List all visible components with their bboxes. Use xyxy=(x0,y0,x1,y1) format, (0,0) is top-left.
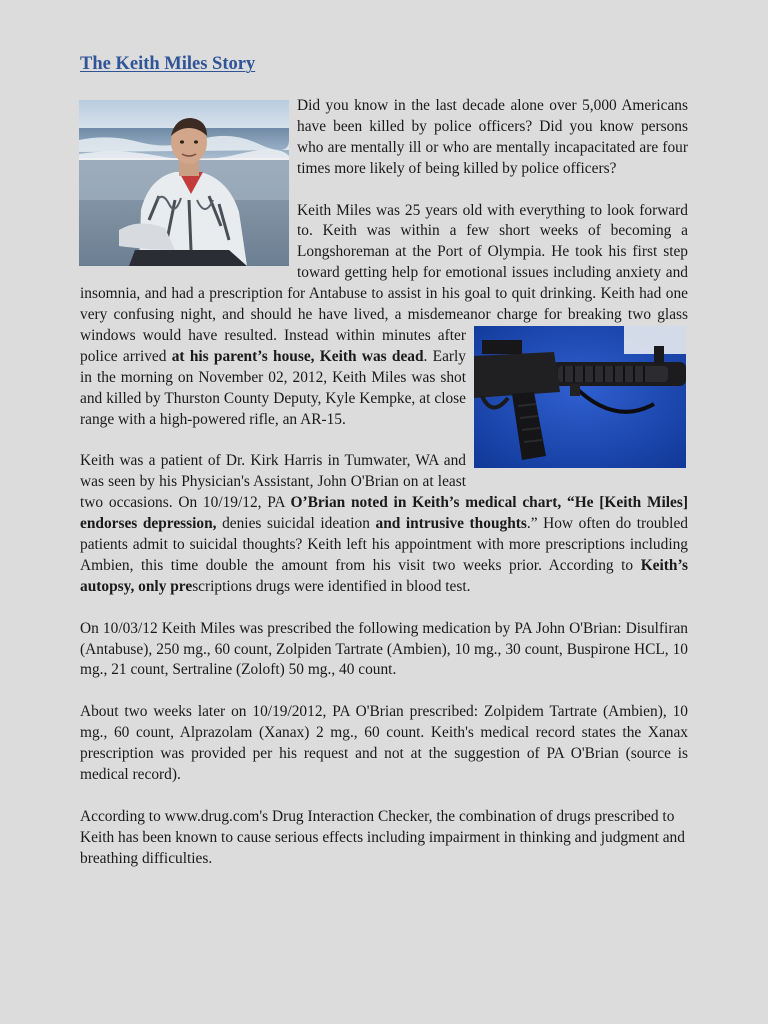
paragraph-5: About two weeks later on 10/19/2012, PA O'Brian prescribed: Zolpidem Tartrate (Ambien), 10 mg., 60 count, Alprazolam (Xanax) 2 mg., 60 count. Keith's medical record states the Xanax prescription was provided per his request and not at the suggestion of PA O'Brian (source is medical record). xyxy=(80,703,688,783)
keith-miles-photo xyxy=(79,100,289,266)
paragraph-3-part-e: .” How often do troubled patients admit to suicidal thoughts? Keith left his appointment with more prescriptions including Ambien, this time double the amount from his visit two weeks prior. According to xyxy=(80,515,688,574)
beach-portrait-image xyxy=(79,100,289,266)
document-body xyxy=(80,96,688,890)
paragraph-3-emphasis-thoughts: and intrusive thoughts xyxy=(375,515,527,533)
paragraph-6: According to www.drug.com's Drug Interaction Checker, the combination of drugs prescribed to Keith has been known to cause serious effects including impairment in thinking and judgment and breathing difficulties. xyxy=(80,807,685,867)
paragraph-4: On 10/03/12 Keith Miles was prescribed the following medication by PA John O'Brian: Disulfiran (Antabuse), 250 mg., 60 count, Zolpiden Tartrate (Ambien), 10 mg., 30 count, Buspirone HCL, 10 mg., 21 count, Sertraline (Zoloft) 50 mg., 40 count. xyxy=(80,619,688,679)
document-title: The Keith Miles Story xyxy=(80,54,256,74)
rifle-image xyxy=(474,326,686,468)
paragraph-3-part-a: Keith was a patient of Dr. Kirk Harris in Tumwater, WA and was seen by his Physician's Assistant, John O'Brian on at least two occasions. On 10/19/12, PA xyxy=(80,452,466,512)
paragraph-3-part-g: scriptions drugs were identified in blood test. xyxy=(192,577,471,595)
paragraph-3-emphasis-autopsy: Keith’s autopsy, only pre xyxy=(80,556,688,595)
paragraph-2-part-c: . Early in the morning on November 02, 2012, Keith Miles was shot and killed by Thurston County Deputy, Kyle Kempke, at close range with a high-powered rifle, an AR-15. xyxy=(80,347,466,428)
paragraph-2-part-a: Keith Miles was 25 years old with everything to look forward to. Keith was within a few short weeks of becoming a Longshoreman at the Port of Olympia. He took his first step toward getting help for emotional issues including anxiety and insomnia, and had a prescription for Antabuse to assist in his goal to quit drinking. Keith had one very confusing night, and should he have lived, a misdemeanor charge for breaking two glass windows would have resulted. Instead within minutes after police arrived xyxy=(80,201,688,365)
paragraph-3-emphasis-chart: O’Brian noted in Keith’s medical chart, “He [Keith Miles] endorses depression, xyxy=(80,494,688,533)
paragraph-2-emphasis: at his parent’s house, Keith was dead xyxy=(171,347,424,365)
paragraph-3-part-c: denies suicidal ideation xyxy=(216,515,376,533)
ar15-rifle-photo xyxy=(474,326,686,468)
paragraph-1: Did you know in the last decade alone over 5,000 Americans have been killed by police officers? Did you know persons who are mentally ill or who are mentally incapacitated are four times more likely of being killed by police officers? xyxy=(297,97,688,177)
